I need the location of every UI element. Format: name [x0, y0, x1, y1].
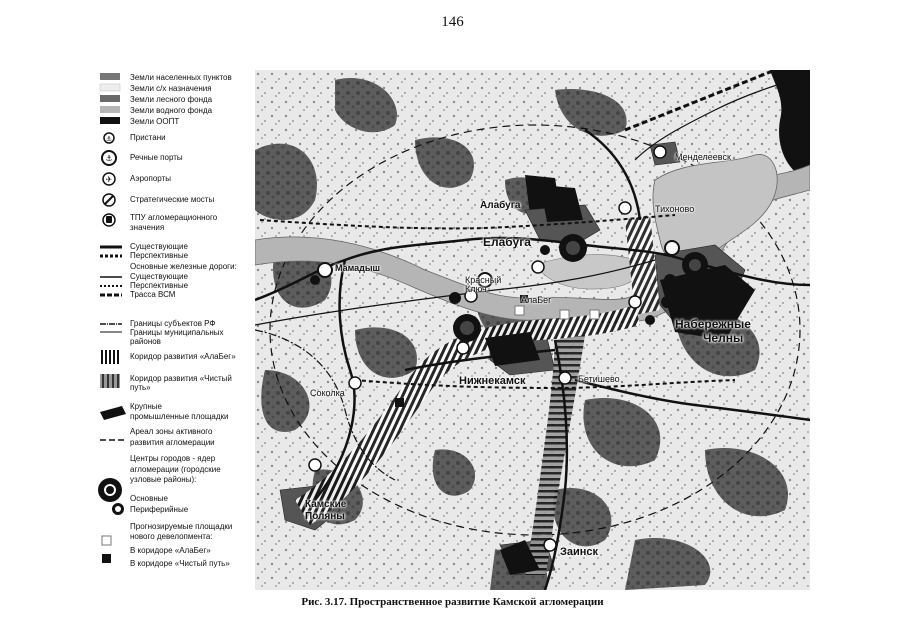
airport-icon [103, 173, 115, 185]
legend-label: Основные [130, 494, 168, 503]
svg-text:⚓: ⚓ [105, 154, 113, 163]
legend-label: Существующие [130, 272, 188, 281]
bridge-icon [103, 194, 115, 206]
label-tikhonovo: Тихоново [655, 204, 695, 214]
label-mendeleevsk: Менделеевск [675, 152, 731, 162]
legend-label: Трасса ВСМ [130, 290, 176, 299]
main-center-icon [98, 478, 122, 502]
label-krasny: Красный [465, 275, 502, 285]
legend-label: районов [130, 337, 161, 346]
legend-label: развития агломерации [130, 438, 215, 447]
label-alabuga: Алабуга [480, 200, 521, 211]
legend-label: Крупные [130, 402, 162, 411]
label-elabuga: Елабуга [483, 235, 531, 249]
label-chelny: Челны [703, 331, 744, 345]
legend-label: Периферийные [130, 505, 189, 514]
water-land-swatch [100, 106, 120, 113]
legend-label: Речные порты [130, 153, 183, 162]
page-number: 146 [441, 14, 464, 30]
figure-caption: Рис. 3.17. Пространственное развитие Камской агломерации [301, 596, 604, 608]
legend-label: значения [130, 223, 165, 232]
legend-label: промышленные площадки [130, 412, 229, 421]
legend-label: Границы муниципальных [130, 328, 224, 337]
legend-label: Земли ООПТ [130, 117, 180, 126]
label-sokolka: Соколка [310, 388, 345, 398]
legend-label: путь» [130, 383, 151, 392]
industrial-site-swatch [100, 406, 126, 420]
agglomeration-map [255, 70, 810, 590]
agricultural-land-swatch [100, 84, 120, 91]
airport [559, 372, 571, 384]
legend-label: Аэропорты [130, 174, 171, 183]
label-biteshevo: Бетишево [578, 374, 620, 384]
protected-land-swatch [100, 117, 120, 124]
legend-label: Границы субъектов РФ [130, 319, 216, 328]
legend-label: Ареал зоны активного [130, 427, 213, 436]
peripheral-center-icon [112, 503, 124, 515]
legend-label: Стратегические мосты [130, 195, 215, 204]
legend-label: Перспективные [130, 281, 189, 290]
settlement-land-swatch [100, 73, 120, 80]
legend-label: Существующие [130, 242, 188, 251]
legend-label: Пристани [130, 133, 166, 142]
svg-text:⚓: ⚓ [105, 136, 113, 143]
legend-label: Земли с/х назначения [130, 84, 212, 93]
alabeg-corridor-swatch [100, 350, 120, 364]
legend-label: Земли лесного фонда [130, 95, 213, 104]
legend-symbols [98, 70, 132, 580]
label-naberezhnye: Набережные [675, 317, 751, 331]
label-polyany: Поляны [305, 511, 345, 522]
legend-label: В коридоре «АлаБег» [130, 546, 211, 555]
chistyi-put-site-square [102, 554, 111, 563]
legend-label: Коридор развития «АлаБег» [130, 352, 236, 361]
legend-label: Перспективные [130, 251, 189, 260]
legend-label: агломерации (городские [130, 465, 221, 474]
legend-label: нового девелопмента: [130, 532, 213, 541]
legend-label: Основные железные дороги: [130, 262, 237, 271]
chistyi-put-corridor-swatch [100, 374, 120, 388]
legend-label: ТПУ агломерационного [130, 213, 218, 222]
legend-label: Центры городов - ядер [130, 454, 216, 463]
river-port-icon [102, 151, 116, 165]
legend-label: В коридоре «Чистый путь» [130, 559, 230, 568]
legend-label: узловые районы): [130, 475, 197, 484]
label-alabeg: АлаБег [521, 295, 552, 305]
label-nizhnekamsk: Нижнекамск [459, 375, 526, 387]
legend-label: Коридор развития «Чистый [130, 374, 232, 383]
label-zainsk: Заинск [560, 546, 599, 558]
label-kamskie: Камские [305, 499, 347, 510]
label-mamadysh: Мамадыш [335, 263, 381, 273]
pier-icon [104, 133, 114, 143]
alabeg-site-square [102, 536, 111, 545]
legend-label: Земли водного фонда [130, 106, 213, 115]
legend-label: Прогнозируемые площадки [130, 522, 233, 531]
label-klyuch: Ключ [465, 284, 487, 294]
legend-label: Земли населенных пунктов [130, 73, 232, 82]
svg-text:✈: ✈ [105, 175, 113, 184]
forest-land-swatch [100, 95, 120, 102]
transport-hub-icon [103, 214, 115, 226]
